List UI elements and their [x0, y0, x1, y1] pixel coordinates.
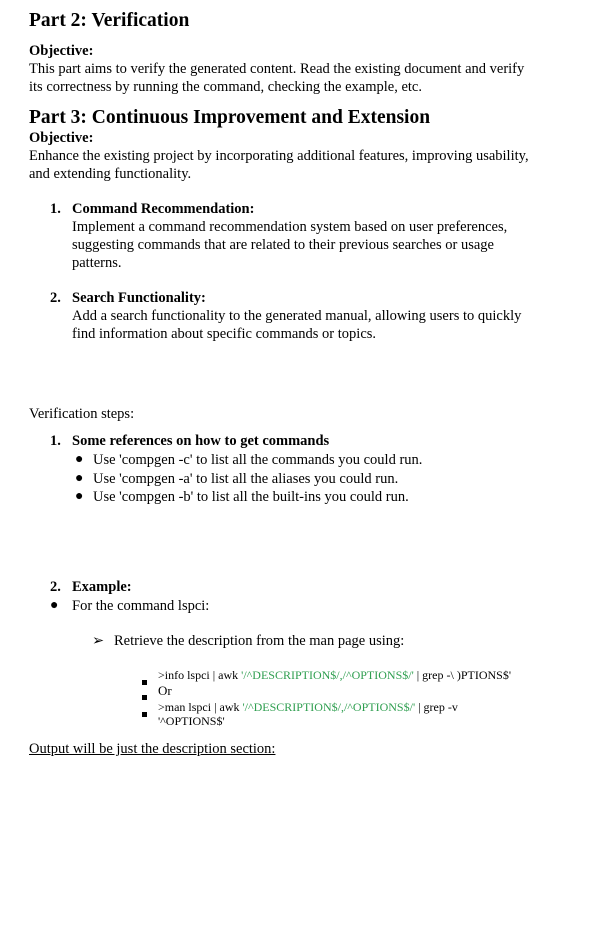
part3-objective-label: Objective: — [29, 130, 94, 146]
item-line: Add a search functionality to the generated manual, allowing users to quickly — [72, 308, 522, 324]
item-title-command-recommendation: Command Recommendation: — [72, 201, 255, 217]
command-man-lspci — [158, 700, 458, 715]
command-info-lspci — [158, 668, 511, 683]
part3-objective-line2: and extending functionality. — [29, 166, 192, 182]
list-number: 2. — [50, 290, 61, 306]
arrowhead-right-icon: ➢ — [92, 633, 105, 649]
square-bullet-icon — [142, 688, 147, 705]
output-note: Output will be just the description section: — [29, 741, 276, 757]
list-number: 1. — [50, 201, 61, 217]
command-suffix: | grep -v — [415, 700, 458, 714]
bullet-icon: ● — [50, 598, 59, 613]
step1-bullet-compgen-c: Use 'compgen -c' to list all the commands you could run. — [93, 452, 423, 468]
part2-objective-line2: its correctness by running the command, checking the example, etc. — [29, 79, 422, 95]
part3-objective-line1: Enhance the existing project by incorporating additional features, improving usability, — [29, 148, 529, 164]
command-prefix: >info lspci | awk — [158, 668, 242, 682]
bullet-icon: ● — [75, 471, 84, 486]
part3-objective-text — [29, 147, 549, 183]
item-line: Implement a command recommendation system based on user preferences, — [72, 219, 508, 235]
command-awk-pattern: '/^DESCRIPTION$/,/^OPTIONS$/' — [242, 700, 416, 714]
bullet-icon: ● — [75, 452, 84, 467]
item-body-command-recommendation — [72, 218, 527, 272]
part2-objective-text — [29, 60, 549, 96]
step2-title: Example: — [72, 579, 132, 595]
step1-bullet-compgen-a: Use 'compgen -a' to list all the aliases you could run. — [93, 471, 399, 487]
step1-bullet-compgen-b: Use 'compgen -b' to list all the built-ins you could run. — [93, 489, 409, 505]
item-line: find information about specific commands or topics. — [72, 326, 377, 342]
item-title-search-functionality: Search Functionality: — [72, 290, 206, 306]
part2-heading: Part 2: Verification — [29, 10, 190, 31]
step2-bullet-lspci: For the command lspci: — [72, 598, 210, 614]
item-body-search-functionality — [72, 307, 527, 343]
step1-title: Some references on how to get commands — [72, 433, 330, 449]
part2-objective-label: Objective: — [29, 43, 94, 59]
command-awk-pattern: '/^DESCRIPTION$/,/^OPTIONS$/' — [241, 668, 414, 682]
or-text: Or — [158, 683, 172, 698]
command-prefix: >man lspci | awk — [158, 700, 243, 714]
part3-heading: Part 3: Continuous Improvement and Extension — [29, 107, 431, 128]
part2-objective-line1: This part aims to verify the generated content. Read the existing document and verify — [29, 61, 525, 77]
list-number: 2. — [50, 579, 61, 595]
list-number: 1. — [50, 433, 61, 449]
item-line: suggesting commands that are related to their previous searches or usage — [72, 237, 494, 253]
arrow-item-retrieve-description: Retrieve the description from the man page using: — [114, 633, 405, 649]
command-man-lspci-continuation: '^OPTIONS$' — [158, 714, 225, 728]
command-suffix: | grep -\ )PTIONS$' — [413, 668, 511, 682]
item-line: patterns. — [72, 255, 122, 271]
bullet-icon: ● — [75, 489, 84, 504]
square-bullet-icon — [142, 705, 147, 722]
verification-steps-label: Verification steps: — [29, 406, 135, 422]
